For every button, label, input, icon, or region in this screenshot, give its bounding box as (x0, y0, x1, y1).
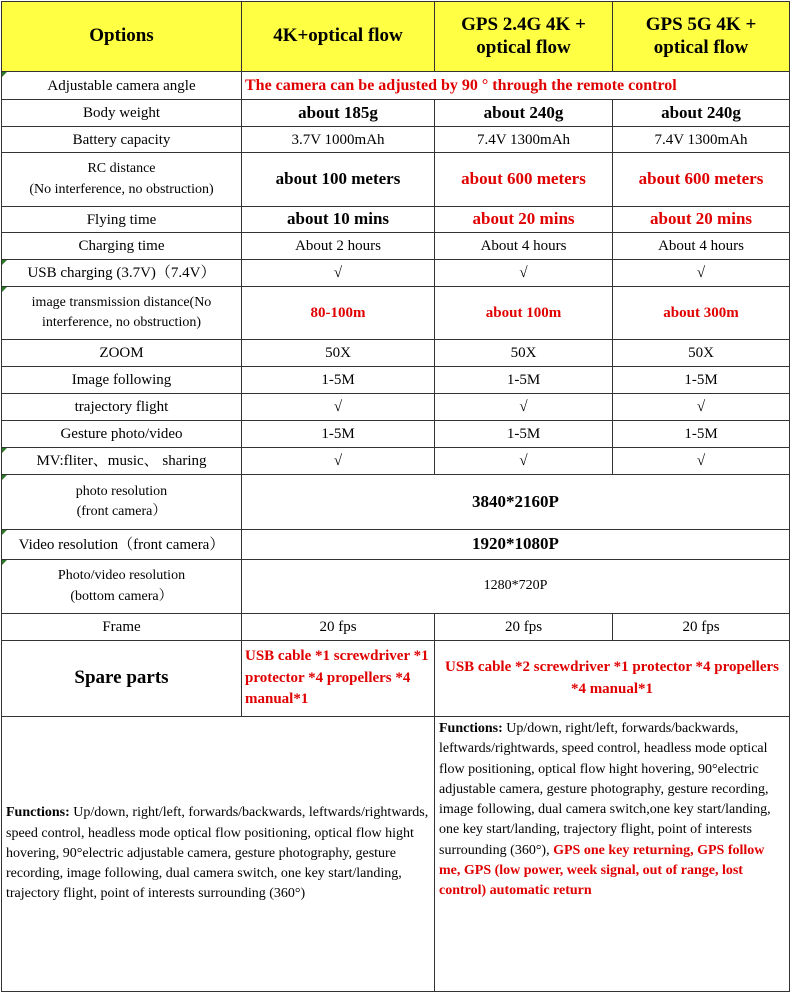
header-options: Options (2, 2, 242, 72)
cell: about 185g (242, 100, 435, 127)
header-col3: GPS 5G 4K + optical flow (613, 2, 790, 72)
table-row (2, 340, 790, 367)
check-cell: √ (435, 394, 613, 421)
row-label: Spare parts (2, 641, 242, 717)
cell: 50X (613, 340, 790, 367)
cell: 20 fps (613, 614, 790, 641)
row-label (2, 560, 242, 614)
table-row (2, 641, 790, 717)
cell: About 4 hours (613, 233, 790, 260)
row-label: Body weight (2, 100, 242, 127)
header-col2: GPS 2.4G 4K + optical flow (435, 2, 613, 72)
table-row (2, 421, 790, 448)
header-col1: 4K+optical flow (242, 2, 435, 72)
cell: about 240g (613, 100, 790, 127)
row-label: Image following (2, 367, 242, 394)
cell: About 4 hours (435, 233, 613, 260)
functions-right (435, 717, 790, 992)
spare-parts-col1: USB cable *1 screwdriver *1 protector *4 propellers *4 manual*1 (242, 641, 435, 717)
cell: 7.4V 1300mAh (435, 127, 613, 153)
row-label: Charging time (2, 233, 242, 260)
row-label-line2: (front camera） (76, 504, 167, 519)
header-row (2, 2, 790, 72)
row-label-line1: photo resolution (75, 483, 168, 499)
check-cell: √ (242, 260, 435, 287)
row-label (2, 475, 242, 530)
row-label: ZOOM (2, 340, 242, 367)
cell: About 2 hours (242, 233, 435, 260)
cell: about 600 meters (435, 153, 613, 207)
cell: 80-100m (242, 287, 435, 340)
row-label: Frame (2, 614, 242, 641)
cell: 20 fps (242, 614, 435, 641)
cell: 1-5M (613, 421, 790, 448)
row-label: trajectory flight (2, 394, 242, 421)
row-label: Adjustable camera angle (2, 72, 242, 100)
row-label: Battery capacity (2, 127, 242, 153)
table-row (2, 260, 790, 287)
cell: 50X (242, 340, 435, 367)
check-cell: √ (613, 448, 790, 475)
table-row (2, 207, 790, 233)
cell: about 240g (435, 100, 613, 127)
row-label-line1: RC distance (87, 161, 156, 177)
row-label-line1: image transmission distance(No (31, 294, 212, 310)
check-cell: √ (613, 260, 790, 287)
check-cell: √ (435, 260, 613, 287)
cell: about 100 meters (242, 153, 435, 207)
cell: about 100m (435, 287, 613, 340)
row-label-line2: interference, no obstruction) (42, 315, 201, 330)
functions-title: Functions: (6, 805, 70, 821)
cell: 50X (435, 340, 613, 367)
table-row (2, 614, 790, 641)
table-row (2, 100, 790, 127)
spec-table (1, 1, 790, 992)
cell: 1-5M (435, 367, 613, 394)
table-row (2, 448, 790, 475)
cell: about 20 mins (613, 207, 790, 233)
table-row (2, 367, 790, 394)
table-row (2, 233, 790, 260)
cell: 1-5M (242, 367, 435, 394)
table-row (2, 287, 790, 340)
cell: about 300m (613, 287, 790, 340)
row-label: Video resolution（front camera） (2, 530, 242, 560)
table-row (2, 153, 790, 207)
cell: 3.7V 1000mAh (242, 127, 435, 153)
table-row (2, 560, 790, 614)
bottom-resolution-value: 1280*720P (242, 560, 790, 614)
check-cell: √ (242, 394, 435, 421)
cell: 1-5M (613, 367, 790, 394)
check-cell: √ (242, 448, 435, 475)
check-cell: √ (435, 448, 613, 475)
row-label-line2: (No interference, no obstruction) (29, 181, 214, 197)
functions-left-text: Up/down, right/left, forwards/backwards, leftwards/rightwards, speed control, headless mode optical flow positioning, optical flow hight hovering, 90°electric adjustable camera, gesture photography, gesture recording, image following, dual camera switch, one key start/landing, trajectory flight, point of interests surrounding (360°) (6, 805, 429, 902)
functions-right-gps-text: GPS one key returning, GPS follow me, GPS (low power, week signal, out of range, lost control) automatic return (439, 842, 765, 899)
video-resolution-value: 1920*1080P (242, 530, 790, 560)
row-label: USB charging (3.7V)（7.4V） (2, 260, 242, 287)
row-label: Gesture photo/video (2, 421, 242, 448)
cell: 1-5M (435, 421, 613, 448)
cell: 20 fps (435, 614, 613, 641)
functions-row (2, 717, 790, 992)
row-label-line1: Photo/video resolution (57, 568, 186, 584)
table-row (2, 127, 790, 153)
table-row (2, 530, 790, 560)
functions-right-text: Up/down, right/left, forwards/backwards, leftwards/rightwards, speed control, headless mode optical flow positioning, optical flow hight hovering, 90°electric adjustable camera, gesture photography, gesture recording, image following, dual camera switch,one key start/landing, one key start/landing, trajectory flight, point of interests surrounding (360°), (439, 721, 771, 858)
row-label (2, 153, 242, 207)
table-row (2, 475, 790, 530)
row-label: Flying time (2, 207, 242, 233)
cell: about 600 meters (613, 153, 790, 207)
cell: 7.4V 1300mAh (613, 127, 790, 153)
check-cell: √ (613, 394, 790, 421)
row-label-line2: (bottom camera） (70, 588, 173, 604)
spare-parts-col23: USB cable *2 screwdriver *1 protector *4 propellers *4 manual*1 (435, 641, 790, 717)
cell: about 20 mins (435, 207, 613, 233)
row-label (2, 287, 242, 340)
photo-resolution-value: 3840*2160P (242, 475, 790, 530)
cell: 1-5M (242, 421, 435, 448)
functions-title: Functions: (439, 721, 503, 736)
cell: about 10 mins (242, 207, 435, 233)
table-row (2, 72, 790, 100)
functions-left (2, 717, 435, 992)
table-row (2, 394, 790, 421)
camera-angle-value: The camera can be adjusted by 90 ° through the remote control (242, 72, 790, 100)
row-label: MV:fliter、music、 sharing (2, 448, 242, 475)
